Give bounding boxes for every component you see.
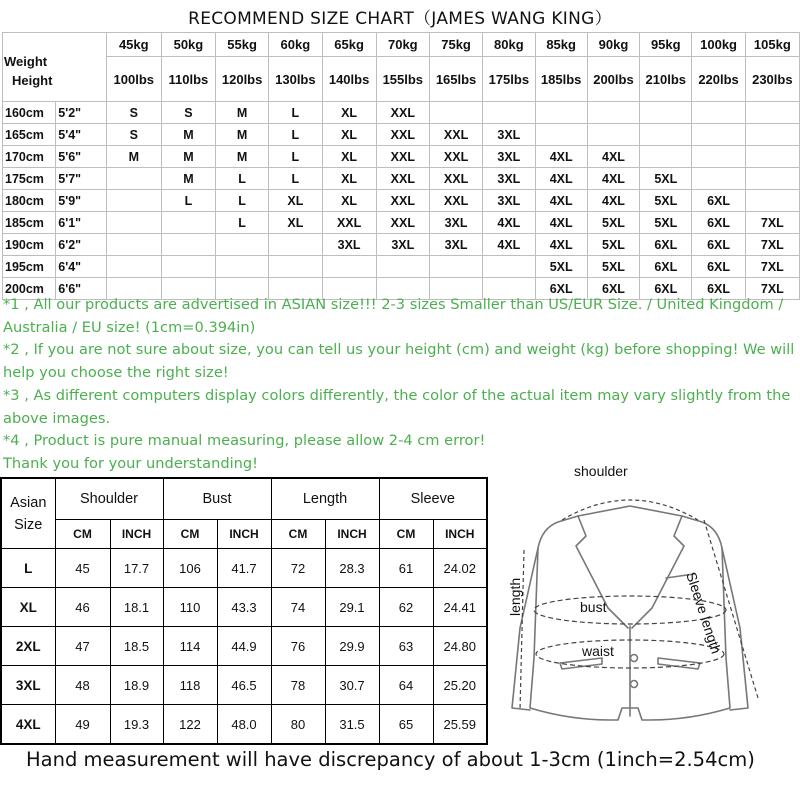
size-cell: M (216, 102, 269, 124)
size-cell: 6XL (692, 234, 745, 256)
size-chart-row (3, 234, 800, 256)
size-cell (106, 212, 161, 234)
asian-size-cell: 4XL (1, 705, 55, 745)
size-cell: 7XL (745, 256, 799, 278)
size-cell: L (216, 168, 269, 190)
size-cell: L (269, 146, 322, 168)
sleeve-measure-line (704, 520, 758, 698)
size-cell (692, 168, 745, 190)
thank-you-note: Thank you for your understanding! (3, 454, 258, 472)
measurement-value-cell: 114 (163, 627, 217, 666)
size-cell: M (216, 146, 269, 168)
height-cm-cell: 175cm (3, 168, 56, 190)
size-cell: XL (322, 102, 376, 124)
size-cell: 5XL (640, 212, 692, 234)
measurement-row (1, 588, 487, 627)
measurement-value-cell: 48 (55, 666, 110, 705)
height-ft-cell: 6'4" (56, 256, 106, 278)
size-cell: 6XL (692, 190, 745, 212)
size-cell: 3XL (429, 234, 482, 256)
measurement-value-cell: 61 (379, 549, 433, 588)
size-cell: M (161, 146, 215, 168)
size-cell: S (161, 102, 215, 124)
lbs-header-cell: 230lbs (745, 57, 799, 102)
measurement-value-cell: 64 (379, 666, 433, 705)
measurement-value-cell: 28.3 (325, 549, 379, 588)
size-cell: M (216, 124, 269, 146)
lbs-header-cell: 220lbs (692, 57, 745, 102)
height-cm-cell: 180cm (3, 190, 56, 212)
measurement-value-cell: 19.3 (110, 705, 163, 745)
size-cell: XXL (376, 124, 429, 146)
size-cell: 3XL (376, 234, 429, 256)
size-cell: 6XL (640, 234, 692, 256)
right-lapel (632, 516, 684, 628)
sleeve-header: Sleeve (379, 478, 487, 520)
size-cell (106, 234, 161, 256)
size-cell: XXL (429, 124, 482, 146)
size-cell: 4XL (535, 146, 587, 168)
size-cell: XXL (376, 190, 429, 212)
length-header: Length (271, 478, 379, 520)
size-cell (640, 124, 692, 146)
size-cell (106, 168, 161, 190)
size-cell: XL (322, 146, 376, 168)
kg-header-cell: 105kg (745, 33, 799, 57)
measurement-value-cell: 30.7 (325, 666, 379, 705)
size-cell (745, 146, 799, 168)
size-cell: 6XL (640, 278, 692, 300)
size-cell (745, 168, 799, 190)
size-cell: 3XL (429, 212, 482, 234)
measurement-value-cell: 62 (379, 588, 433, 627)
weight-height-corner (3, 33, 107, 102)
kg-header-cell: 80kg (483, 33, 535, 57)
height-cm-cell: 195cm (3, 256, 56, 278)
left-sleeve (512, 548, 538, 710)
note-1: *1 , All our products are advertised in ASIAN size!!! 2-3 sizes Smaller than US/EUR Size. / United Kingdom / Australia / EU size! (1cm=0.394in) (3, 296, 784, 336)
lbs-header-cell: 140lbs (322, 57, 376, 102)
measurement-value-cell: 48.0 (217, 705, 271, 745)
measurement-value-cell: 44.9 (217, 627, 271, 666)
size-cell: 4XL (535, 168, 587, 190)
measurement-row (1, 666, 487, 705)
lbs-header-cell: 185lbs (535, 57, 587, 102)
size-cell (429, 256, 482, 278)
size-cell: XXL (429, 168, 482, 190)
size-cell: 7XL (745, 234, 799, 256)
button (631, 655, 638, 662)
measurement-value-cell: 25.20 (433, 666, 487, 705)
measurement-value-cell: 17.7 (110, 549, 163, 588)
height-cm-cell: 170cm (3, 146, 56, 168)
measurement-value-cell: 18.9 (110, 666, 163, 705)
size-cell: S (106, 124, 161, 146)
asian-label: Asian (10, 494, 47, 511)
size-cell: L (216, 190, 269, 212)
kg-header-cell: 55kg (216, 33, 269, 57)
size-cell: 5XL (587, 234, 639, 256)
measurement-group-row (1, 478, 487, 520)
lbs-header-row (3, 57, 800, 102)
size-cell: 5XL (587, 256, 639, 278)
size-cell: XXL (429, 146, 482, 168)
size-cell (587, 124, 639, 146)
size-cell: 3XL (483, 168, 535, 190)
size-cell (216, 256, 269, 278)
kg-header-cell: 50kg (161, 33, 215, 57)
size-cell: 4XL (483, 234, 535, 256)
size-cell (692, 102, 745, 124)
lbs-header-cell: 120lbs (216, 57, 269, 102)
size-cell: 6XL (692, 278, 745, 300)
size-cell (587, 102, 639, 124)
footer-note: Hand measurement will have discrepancy of about 1-3cm (1inch=2.54cm) (26, 748, 755, 771)
height-ft-cell: 5'9" (56, 190, 106, 212)
size-cell: M (161, 168, 215, 190)
size-cell: XXL (376, 146, 429, 168)
kg-header-row (3, 33, 800, 57)
measurement-value-cell: 78 (271, 666, 325, 705)
size-cell (483, 256, 535, 278)
size-cell (429, 102, 482, 124)
measurement-value-cell: 24.80 (433, 627, 487, 666)
size-cell: 4XL (535, 234, 587, 256)
measurement-value-cell: 46.5 (217, 666, 271, 705)
size-cell: 6XL (692, 256, 745, 278)
shoulder-header: Shoulder (55, 478, 163, 520)
size-cell: 3XL (483, 146, 535, 168)
unit-header: INCH (110, 520, 163, 549)
size-cell: 4XL (587, 146, 639, 168)
size-chart-row (3, 256, 800, 278)
size-cell (161, 256, 215, 278)
size-cell: XXL (322, 212, 376, 234)
height-cm-cell: 200cm (3, 278, 56, 300)
size-cell (322, 256, 376, 278)
size-cell (692, 146, 745, 168)
size-cell (106, 256, 161, 278)
size-cell: 4XL (483, 212, 535, 234)
note-3: *3 , As different computers display colors differently, the color of the actual item may vary slightly from the above images. (3, 386, 791, 427)
unit-header: INCH (217, 520, 271, 549)
size-label: Size (14, 516, 43, 533)
measurement-value-cell: 72 (271, 549, 325, 588)
height-label: Height (12, 73, 53, 88)
measurement-value-cell: 47 (55, 627, 110, 666)
size-cell: L (269, 102, 322, 124)
size-chart-row (3, 146, 800, 168)
size-cell: 6XL (640, 256, 692, 278)
size-chart-row (3, 212, 800, 234)
size-cell (640, 146, 692, 168)
height-cm-cell: 160cm (3, 102, 56, 124)
measurement-row (1, 627, 487, 666)
size-chart-row (3, 102, 800, 124)
measurement-value-cell: 46 (55, 588, 110, 627)
kg-header-cell: 90kg (587, 33, 639, 57)
size-cell: 4XL (535, 212, 587, 234)
kg-header-cell: 75kg (429, 33, 482, 57)
height-cm-cell: 165cm (3, 124, 56, 146)
size-cell: L (161, 190, 215, 212)
note-2: *2 , If you are not sure about size, you can tell us your height (cm) and weight (kg) before shopping! We will help you choose the right size! (3, 341, 795, 382)
size-cell: 7XL (745, 278, 799, 300)
height-ft-cell: 6'6" (56, 278, 106, 300)
size-cell (106, 190, 161, 212)
size-cell: XXL (429, 190, 482, 212)
measurement-value-cell: 106 (163, 549, 217, 588)
size-cell: XXL (376, 212, 429, 234)
size-cell (483, 102, 535, 124)
bust-header: Bust (163, 478, 271, 520)
right-pocket (658, 658, 700, 669)
size-cell: 5XL (535, 256, 587, 278)
size-cell: 4XL (587, 190, 639, 212)
lbs-header-cell: 210lbs (640, 57, 692, 102)
kg-header-cell: 95kg (640, 33, 692, 57)
size-cell: L (269, 124, 322, 146)
sleeve-label: Sleeve length (683, 569, 725, 656)
measurement-row (1, 705, 487, 745)
size-cell: 5XL (640, 190, 692, 212)
button (631, 681, 638, 688)
size-cell: XL (269, 190, 322, 212)
size-cell: 6XL (535, 278, 587, 300)
measurement-value-cell: 65 (379, 705, 433, 745)
unit-header: CM (55, 520, 110, 549)
measurement-value-cell: 41.7 (217, 549, 271, 588)
size-cell: 3XL (483, 190, 535, 212)
asian-size-cell: 2XL (1, 627, 55, 666)
size-cell: L (216, 212, 269, 234)
kg-header-cell: 85kg (535, 33, 587, 57)
size-chart-row (3, 190, 800, 212)
size-cell (269, 256, 322, 278)
measurement-value-cell: 63 (379, 627, 433, 666)
size-cell: XL (322, 168, 376, 190)
height-ft-cell: 5'6" (56, 146, 106, 168)
collar (578, 506, 682, 516)
size-cell: 6XL (587, 278, 639, 300)
size-cell (640, 102, 692, 124)
measurement-value-cell: 110 (163, 588, 217, 627)
kg-header-cell: 60kg (269, 33, 322, 57)
kg-header-cell: 100kg (692, 33, 745, 57)
measurement-value-cell: 122 (163, 705, 217, 745)
unit-header: CM (163, 520, 217, 549)
note-4: *4 , Product is pure manual measuring, please allow 2-4 cm error! (3, 432, 486, 450)
measurement-value-cell: 25.59 (433, 705, 487, 745)
size-cell: 5XL (640, 168, 692, 190)
measurement-value-cell: 18.5 (110, 627, 163, 666)
size-cell: S (106, 102, 161, 124)
size-cell (745, 102, 799, 124)
size-chart-row (3, 124, 800, 146)
size-cell: 3XL (322, 234, 376, 256)
chart-title: RECOMMEND SIZE CHART（JAMES WANG KING） (188, 9, 612, 29)
height-ft-cell: 6'1" (56, 212, 106, 234)
size-cell (376, 256, 429, 278)
size-cell: L (269, 168, 322, 190)
height-cm-cell: 190cm (3, 234, 56, 256)
waist-label: waist (582, 643, 614, 659)
kg-header-cell: 70kg (376, 33, 429, 57)
jacket-diagram (490, 458, 800, 748)
size-cell (692, 124, 745, 146)
asian-size-header (1, 478, 55, 549)
size-chart-row (3, 168, 800, 190)
measurement-value-cell: 29.9 (325, 627, 379, 666)
right-sleeve (722, 548, 748, 710)
asian-size-cell: 3XL (1, 666, 55, 705)
height-ft-cell: 5'2" (56, 102, 106, 124)
lbs-header-cell: 175lbs (483, 57, 535, 102)
lbs-header-cell: 100lbs (106, 57, 161, 102)
height-ft-cell: 6'2" (56, 234, 106, 256)
measurement-value-cell: 49 (55, 705, 110, 745)
length-label: length (507, 577, 523, 616)
kg-header-cell: 65kg (322, 33, 376, 57)
measurement-value-cell: 18.1 (110, 588, 163, 627)
kg-header-cell: 45kg (106, 33, 161, 57)
size-cell: M (106, 146, 161, 168)
measurement-value-cell: 74 (271, 588, 325, 627)
unit-header: INCH (433, 520, 487, 549)
size-cell (161, 212, 215, 234)
size-cell: 5XL (587, 212, 639, 234)
unit-header: INCH (325, 520, 379, 549)
measurement-value-cell: 24.02 (433, 549, 487, 588)
size-cell: XXL (376, 102, 429, 124)
height-ft-cell: 5'7" (56, 168, 106, 190)
lbs-header-cell: 110lbs (161, 57, 215, 102)
measurement-row (1, 549, 487, 588)
size-cell (216, 234, 269, 256)
measurement-value-cell: 76 (271, 627, 325, 666)
measurement-table (0, 477, 488, 745)
size-cell (161, 234, 215, 256)
unit-header: CM (271, 520, 325, 549)
size-cell: 7XL (745, 212, 799, 234)
size-cell: M (161, 124, 215, 146)
asian-size-cell: L (1, 549, 55, 588)
size-cell (269, 234, 322, 256)
lbs-header-cell: 130lbs (269, 57, 322, 102)
height-cm-cell: 185cm (3, 212, 56, 234)
size-cell (745, 190, 799, 212)
bust-label: bust (580, 599, 607, 615)
lbs-header-cell: 155lbs (376, 57, 429, 102)
measurement-value-cell: 80 (271, 705, 325, 745)
size-cell: 4XL (587, 168, 639, 190)
size-cell: 4XL (535, 190, 587, 212)
notes-block (3, 294, 797, 476)
measurement-value-cell: 31.5 (325, 705, 379, 745)
size-cell: XXL (376, 168, 429, 190)
measurement-value-cell: 45 (55, 549, 110, 588)
shoulder-measure-line (562, 500, 698, 520)
size-cell: XL (322, 124, 376, 146)
size-cell (745, 124, 799, 146)
size-cell: 6XL (692, 212, 745, 234)
size-cell: XL (269, 212, 322, 234)
size-cell (535, 124, 587, 146)
lbs-header-cell: 200lbs (587, 57, 639, 102)
weight-label: Weight (4, 54, 48, 69)
asian-size-cell: XL (1, 588, 55, 627)
measurement-unit-row (1, 520, 487, 549)
lbs-header-cell: 165lbs (429, 57, 482, 102)
measurement-value-cell: 24.41 (433, 588, 487, 627)
measurement-value-cell: 29.1 (325, 588, 379, 627)
size-chart-table (2, 32, 800, 300)
unit-header: CM (379, 520, 433, 549)
size-cell: XL (322, 190, 376, 212)
height-ft-cell: 5'4" (56, 124, 106, 146)
measurement-value-cell: 118 (163, 666, 217, 705)
size-cell (535, 102, 587, 124)
size-cell: 3XL (483, 124, 535, 146)
measurement-value-cell: 43.3 (217, 588, 271, 627)
shoulder-label: shoulder (574, 463, 628, 479)
